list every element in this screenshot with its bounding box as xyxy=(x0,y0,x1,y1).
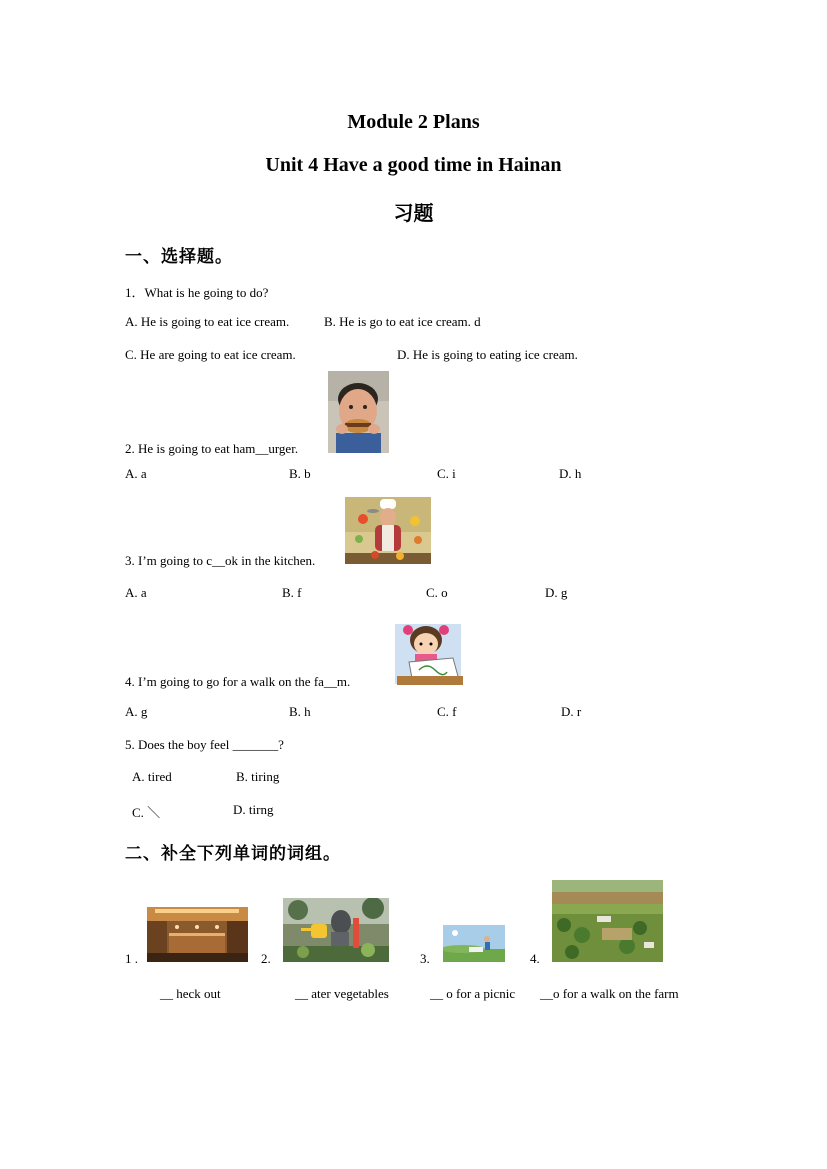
q3-option-a: A. a xyxy=(125,585,147,600)
phrase-number-2: 2. xyxy=(261,951,271,966)
q2-option-a: A. a xyxy=(125,466,147,481)
phrase-number-1: 1 . xyxy=(125,951,138,966)
hotel-lobby-image xyxy=(147,907,248,962)
q4-option-c: C. f xyxy=(437,704,457,719)
question-5: 5. Does the boy feel _______? xyxy=(125,737,284,752)
q3-option-b: B. f xyxy=(282,585,302,600)
title-unit: Unit 4 Have a good time in Hainan xyxy=(265,154,562,176)
girl-drawing-image xyxy=(393,614,466,687)
question-2: 2. He is going to eat ham__urger. xyxy=(125,441,299,456)
phrase-4: __o for a walk on the farm xyxy=(540,986,679,1001)
q5-option-a: A. tired xyxy=(132,769,172,784)
picnic-image xyxy=(443,925,505,962)
q1-option-d: D. He is going to eating ice cream. xyxy=(397,347,578,362)
q5-option-b: B. tiring xyxy=(236,769,280,784)
q1-option-a: A. He is going to eat ice cream. xyxy=(125,314,290,329)
phrase-2: __ ater vegetables xyxy=(295,986,389,1001)
boy-eating-hamburger-image xyxy=(328,371,389,453)
chef-cooking-image xyxy=(345,497,431,564)
q4-option-d: D. r xyxy=(561,704,582,719)
q2-option-c: C. i xyxy=(437,466,456,481)
q2-option-b: B. b xyxy=(289,466,311,481)
q5-option-d: D. tirng xyxy=(233,802,274,817)
watering-vegetables-image xyxy=(283,898,389,962)
q4-option-b: B. h xyxy=(289,704,311,719)
question-1: 1．What is he going to do? xyxy=(125,285,269,300)
phrase-3: __ o for a picnic xyxy=(430,986,516,1001)
q1-option-c: C. He are going to eat ice cream. xyxy=(125,347,296,362)
q2-option-d: D. h xyxy=(559,466,582,481)
phrase-number-4: 4. xyxy=(530,951,540,966)
question-4: 4. I’m going to go for a walk on the fa__m. xyxy=(125,674,351,689)
q5-option-c: C. ＼ xyxy=(132,805,161,820)
phrase-1: __ heck out xyxy=(160,986,221,1001)
section-heading-choice: 一、选择题。 xyxy=(125,247,233,266)
phrase-number-3: 3. xyxy=(420,951,430,966)
section-heading-phrases: 二、补全下列单词的词组。 xyxy=(125,844,341,863)
farm-image xyxy=(552,880,663,962)
title-exercise: 习题 xyxy=(393,203,434,225)
q3-option-d: D. g xyxy=(545,585,568,600)
q4-option-a: A. g xyxy=(125,704,148,719)
title-module: Module 2 Plans xyxy=(347,111,480,133)
q3-option-c: C. o xyxy=(426,585,448,600)
q1-option-b: B. He is go to eat ice cream. d xyxy=(324,314,481,329)
question-3: 3. I’m going to c__ok in the kitchen. xyxy=(125,553,316,568)
